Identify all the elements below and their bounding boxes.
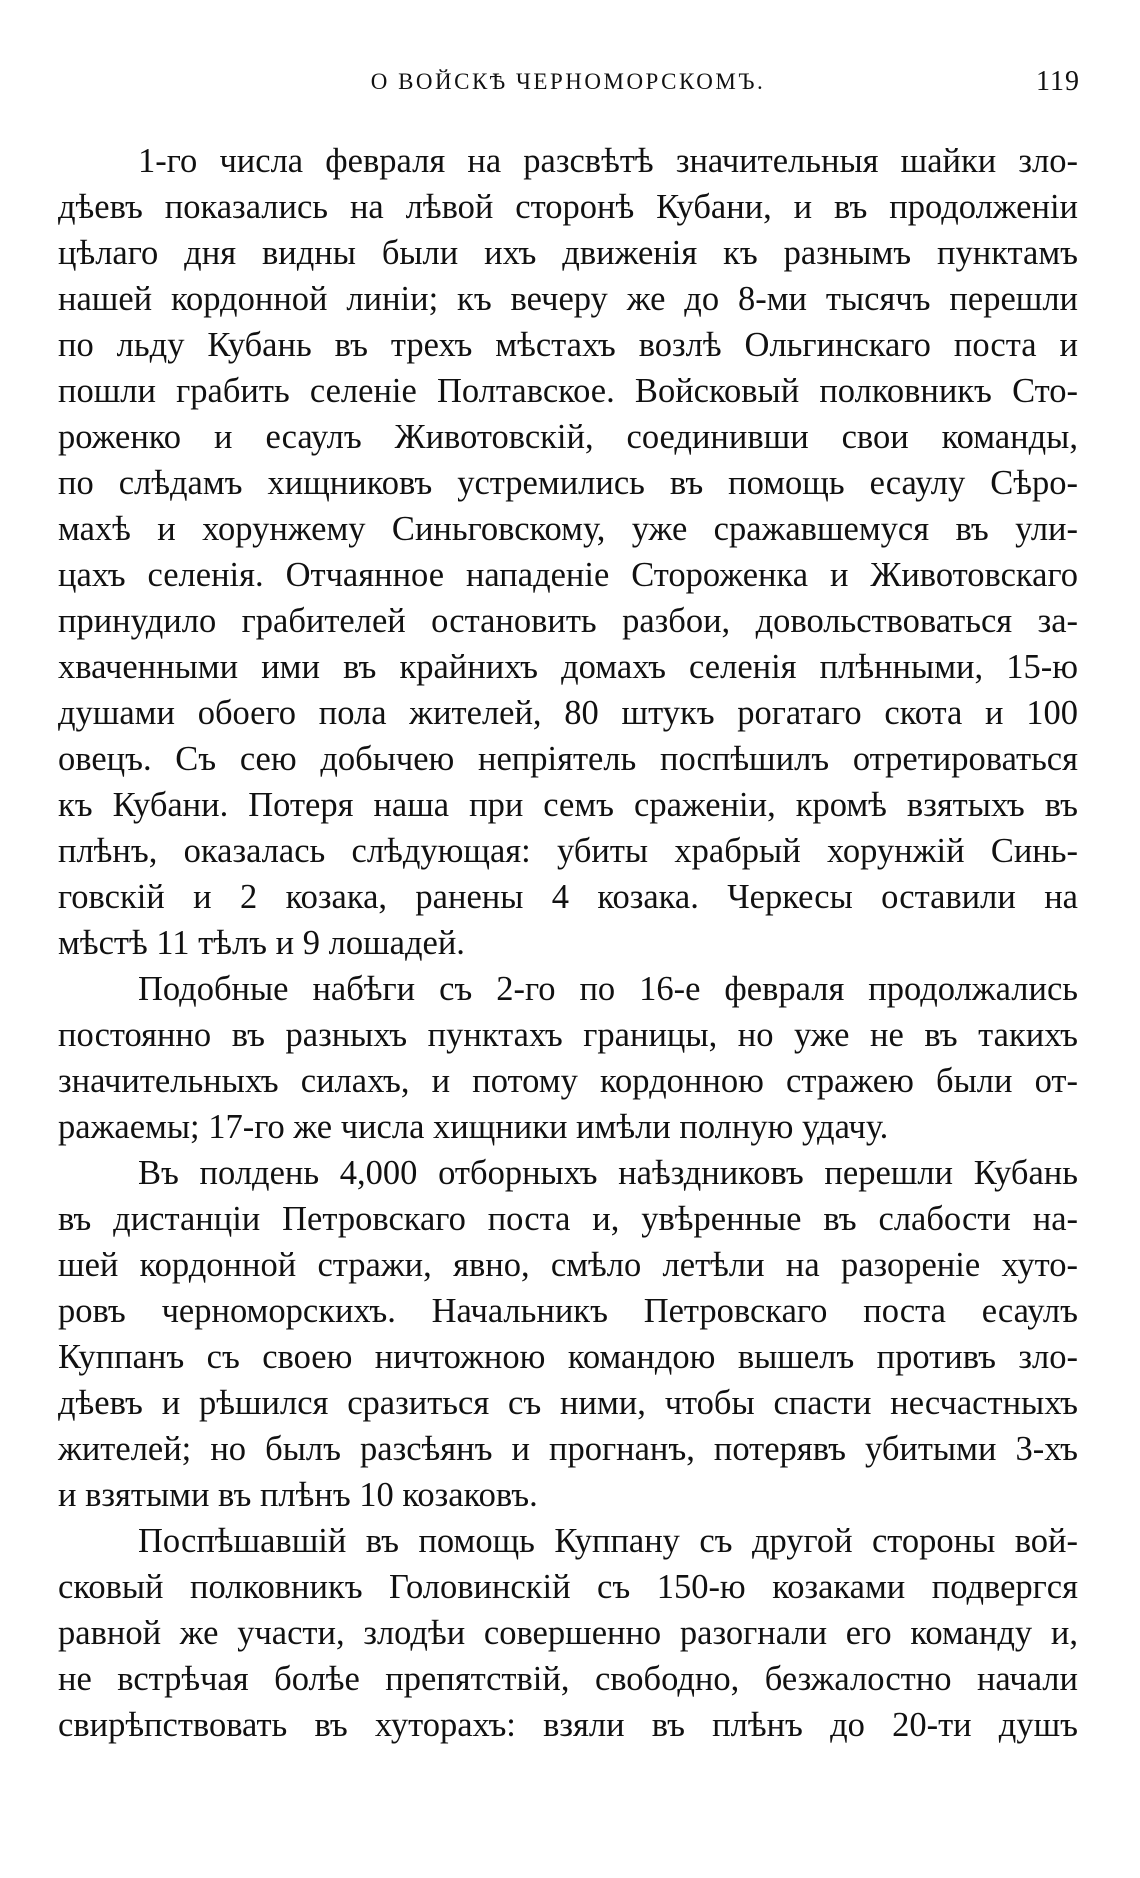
text-line: по слѣдамъ хищниковъ устремились въ помощь есаулу Сѣро- (58, 464, 1078, 502)
text-line: махѣ и хорунжему Синьговскому, уже сражавшемуся въ ули- (58, 510, 1078, 548)
text-line: не встрѣчая болѣе препятствій, свободно, безжалостно начали (58, 1660, 1078, 1698)
running-head (56, 62, 1080, 102)
text-line: цѣлаго дня видны были ихъ движенія къ разнымъ пунктамъ (58, 234, 1078, 272)
text-line: мѣстѣ 11 тѣлъ и 9 лошадей. (58, 924, 465, 962)
text-line: равной же участи, злодѣи совершенно разогнали его команду и, (58, 1614, 1078, 1652)
text-line: говскій и 2 козака, ранены 4 козака. Черкесы оставили на (58, 878, 1078, 916)
text-line: Въ полдень 4,000 отборныхъ наѣздниковъ перешли Кубань (138, 1154, 1078, 1192)
text-line: принудило грабителей остановить разбои, довольствоваться за- (58, 602, 1078, 640)
text-line: по льду Кубань въ трехъ мѣстахъ возлѣ Ольгинскаго поста и (58, 326, 1078, 364)
text-line: плѣнъ, оказалась слѣдующая: убиты храбрый хорунжій Синь- (58, 832, 1078, 870)
text-line: Подобные набѣги съ 2-го по 16-е февраля продолжались (138, 970, 1078, 1008)
text-line: роженко и есаулъ Животовскій, соединивши свои команды, (58, 418, 1078, 456)
text-line: овецъ. Съ сею добычею непріятель поспѣшилъ отретироваться (58, 740, 1078, 778)
text-line: пошли грабить селеніе Полтавское. Войсковый полковникъ Сто- (58, 372, 1078, 410)
text-line: къ Кубани. Потеря наша при семъ сраженіи, кромѣ взятыхъ въ (58, 786, 1078, 824)
text-line: 1-го числа февраля на разсвѣтѣ значительныя шайки зло- (138, 142, 1078, 180)
text-line: Поспѣшавшій въ помощь Куппану съ другой стороны вой- (138, 1522, 1078, 1560)
paragraph (58, 1150, 1078, 1518)
text-line: и взятыми въ плѣнъ 10 козаковъ. (58, 1476, 538, 1514)
body-text (58, 138, 1078, 1748)
text-line: въ дистанціи Петровскаго поста и, увѣренные въ слабости на- (58, 1200, 1078, 1238)
text-line: дѣевъ и рѣшился сразиться съ ними, чтобы спасти несчастныхъ (58, 1384, 1078, 1422)
text-line: душами обоего пола жителей, 80 штукъ рогатаго скота и 100 (58, 694, 1078, 732)
paragraph (58, 138, 1078, 966)
text-line: нашей кордонной линіи; къ вечеру же до 8-ми тысячъ перешли (58, 280, 1078, 318)
text-line: хваченными ими въ крайнихъ домахъ селенія плѣнными, 15-ю (58, 648, 1078, 686)
page-number: 119 (1036, 66, 1080, 97)
text-line: ражаемы; 17-го же числа хищники имѣли полную удачу. (58, 1108, 889, 1146)
text-line: ровъ черноморскихъ. Начальникъ Петровскаго поста есаулъ (58, 1292, 1078, 1330)
text-line: дѣевъ показались на лѣвой сторонѣ Кубани, и въ продолженіи (58, 188, 1078, 226)
paragraph (58, 966, 1078, 1150)
text-line: Куппанъ съ своею ничтожною командою вышелъ противъ зло- (58, 1338, 1078, 1376)
text-line: шей кордонной стражи, явно, смѣло летѣли на разореніе хуто- (58, 1246, 1078, 1284)
text-line: цахъ селенія. Отчаянное нападеніе Стороженка и Животовскаго (58, 556, 1078, 594)
text-line: значительныхъ силахъ, и потому кордонною стражею были от- (58, 1062, 1078, 1100)
paragraph (58, 1518, 1078, 1748)
text-line: свирѣпствовать въ хуторахъ: взяли въ плѣнъ до 20-ти душъ (58, 1706, 1078, 1744)
text-line: сковый полковникъ Головинскій съ 150-ю козаками подвергся (58, 1568, 1078, 1606)
text-line: постоянно въ разныхъ пунктахъ границы, но уже не въ такихъ (58, 1016, 1078, 1054)
text-line: жителей; но былъ разсѣянъ и прогнанъ, потерявъ убитыми 3-хъ (58, 1430, 1078, 1468)
running-title: О ВОЙСКѢ ЧЕРНОМОРСКОМЪ. (370, 69, 766, 94)
